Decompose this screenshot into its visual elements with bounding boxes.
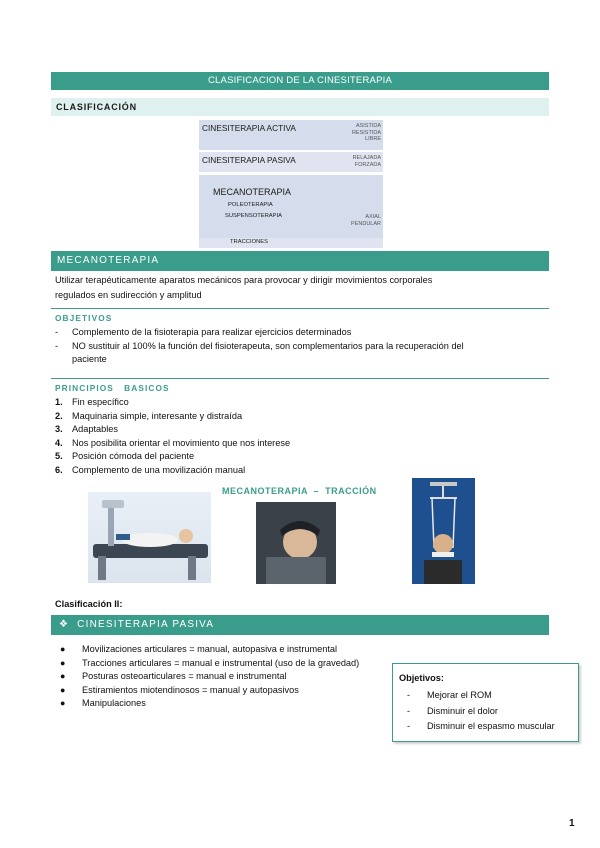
- traccion-heading: MECANOTERAPIA – TRACCIÓN: [222, 486, 377, 496]
- table-label: SUSPENSOTERAPIA: [225, 213, 283, 219]
- classification-subheading-bar: [51, 98, 549, 116]
- list-item: 3. Adaptables: [55, 424, 118, 435]
- table-sublabels: RELAJADA FORZADA: [352, 155, 381, 168]
- table-label: TRACCIONES: [230, 239, 269, 245]
- list-item: 6. Complemento de una movilización manual: [55, 464, 246, 475]
- list-item: ● Posturas osteoarticulares = manual e instrumental: [60, 671, 287, 682]
- objetivos-list: [55, 326, 542, 367]
- table-label: CINESITERAPIA ACTIVA: [202, 123, 296, 133]
- traction-table-photo: [88, 492, 211, 583]
- classification-subheading: CLASIFICACIÓN: [56, 102, 137, 112]
- table-label: POLEOTERAPIA: [228, 202, 273, 208]
- cervical-traction-photo: [256, 502, 336, 584]
- table-row-tracciones: [199, 238, 383, 248]
- list-item: 2. Maquinaria simple, interesante y distraída: [55, 410, 243, 421]
- divider: [51, 378, 549, 379]
- objetivos-box: [392, 663, 579, 742]
- list-item: 5. Posición cómoda del paciente: [55, 451, 195, 462]
- pasiva-title: CINESITERAPIA PASIVA: [77, 619, 215, 630]
- mecanoterapia-title: MECANOTERAPIA: [57, 255, 160, 266]
- suspension-traction-photo: [412, 478, 475, 584]
- table-label: CINESITERAPIA PASIVA: [202, 155, 296, 165]
- table-row-suspensoterapia: [199, 212, 383, 238]
- table-label: MECANOTERAPIA: [213, 187, 292, 197]
- list-item: - NO sustituir al 100% la función del fisioterapeuta, son complementarios para la recuperación del paciente: [55, 340, 464, 365]
- clasificacion-ii-heading: Clasificación II:: [55, 599, 123, 609]
- table-row-pasiva: [199, 152, 383, 172]
- list-item: - Mejorar el ROM: [407, 690, 492, 700]
- list-item: 1. Fin específico: [55, 397, 129, 407]
- pasiva-list: [60, 643, 402, 711]
- mecanoterapia-section-bar: [51, 251, 549, 271]
- objetivos-box-heading: Objetivos:: [399, 673, 444, 683]
- list-item: 4. Nos posibilita orientar el movimiento que nos interese: [55, 437, 291, 448]
- objetivos-box-list: [407, 688, 577, 735]
- table-sublabels: ASISTIDA RESISTIDA LIBRE: [351, 123, 381, 142]
- table-sublabels: AXIAL PENDULAR: [351, 214, 381, 227]
- page-number: 1: [569, 818, 575, 829]
- list-item: ● Tracciones articulares = manual e instrumental (uso de la gravedad): [60, 657, 360, 668]
- mecanoterapia-definition: Utilizar terapéuticamente aparatos mecánicos para provocar y dirigir movimientos corporales regulados en sudirección y amplitud: [55, 275, 433, 300]
- list-item: ● Movilizaciones articulares = manual, autopasiva e instrumental: [60, 644, 338, 654]
- objetivos-heading: OBJETIVOS: [55, 313, 113, 323]
- list-item: - Complemento de la fisioterapia para realizar ejercicios determinados: [55, 327, 352, 337]
- principios-heading: PRINCIPIOS BASICOS: [55, 383, 170, 393]
- table-row-mecanoterapia: [199, 175, 383, 212]
- list-item: - Disminuir el dolor: [407, 705, 498, 716]
- document-title: CLASIFICACION DE LA CINESITERAPIA: [208, 75, 392, 86]
- table-row-activa: [199, 120, 383, 150]
- divider: [51, 308, 549, 309]
- list-item: ● Estiramientos miotendinosos = manual y autopasivos: [60, 684, 299, 695]
- pasiva-section-bar: [51, 615, 549, 635]
- principios-list: [55, 396, 372, 478]
- document-title-bar: [51, 72, 549, 90]
- diamond-bullet-icon: ❖: [59, 619, 70, 630]
- list-item: ● Manipulaciones: [60, 698, 146, 709]
- list-item: - Disminuir el espasmo muscular: [407, 721, 555, 731]
